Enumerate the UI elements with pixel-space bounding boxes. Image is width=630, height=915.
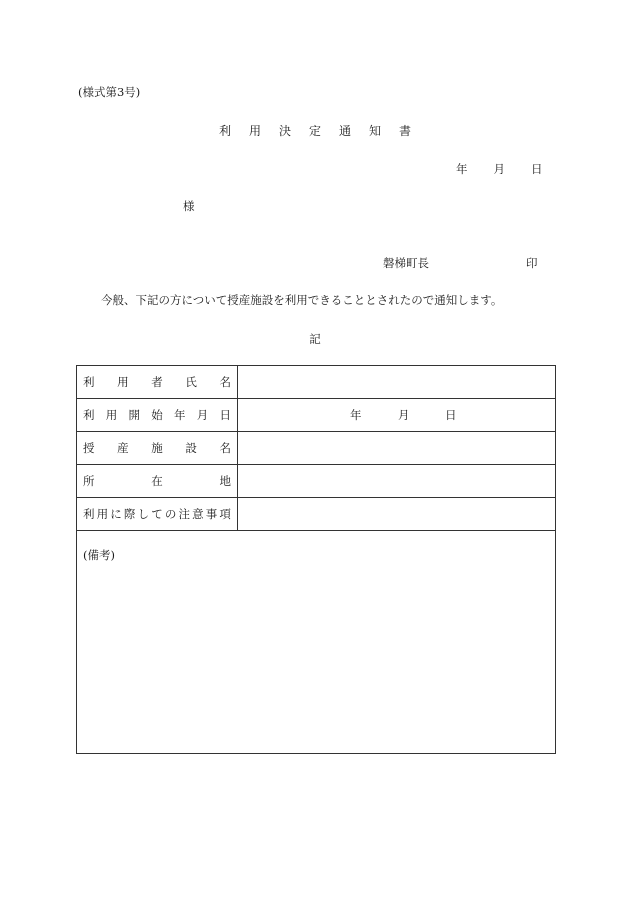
- label-char: 事: [205, 507, 218, 521]
- label-char: 際: [123, 507, 136, 521]
- start-date-field[interactable]: [238, 399, 556, 432]
- label-char: 利: [83, 375, 95, 389]
- row-label: [77, 498, 238, 531]
- table-row: [77, 465, 556, 498]
- label-char: 授: [83, 441, 95, 455]
- title-char: 利: [218, 124, 231, 138]
- label-char: 在: [151, 474, 163, 488]
- seal-mark: 印: [526, 256, 538, 270]
- row-label: [77, 366, 238, 399]
- label-char: 用: [96, 507, 109, 521]
- day-label: 日: [531, 162, 543, 176]
- label-char: て: [151, 507, 163, 521]
- label-char: 用: [117, 375, 129, 389]
- label-char: 設: [185, 441, 197, 455]
- remarks-label: (備考): [83, 548, 115, 562]
- label-char: 所: [83, 474, 95, 488]
- label-char: 意: [192, 507, 204, 521]
- label-char: 名: [219, 441, 231, 455]
- title-char: 書: [399, 124, 412, 138]
- remarks-field[interactable]: [77, 531, 556, 754]
- row-label: [77, 399, 238, 432]
- label-char: 利: [83, 408, 95, 422]
- issue-date: [456, 161, 543, 177]
- label-char: 始: [151, 408, 163, 422]
- notes-field[interactable]: [238, 498, 556, 531]
- label-char: 日: [219, 408, 231, 422]
- row-label: [77, 432, 238, 465]
- address-field[interactable]: [238, 465, 556, 498]
- label-char: 注: [178, 507, 190, 521]
- title-char: 用: [248, 124, 261, 138]
- addressee-suffix: 様: [183, 199, 195, 213]
- label-char: 地: [219, 474, 231, 488]
- label-char: し: [137, 507, 150, 521]
- label-char: 者: [151, 375, 163, 389]
- issuer-name: 磐梯町長: [383, 256, 429, 270]
- ki-heading: 記: [309, 332, 321, 346]
- details-table: [76, 365, 556, 754]
- user-name-field[interactable]: [238, 366, 556, 399]
- title-char: 決: [278, 124, 291, 138]
- label-char: 年: [174, 408, 186, 422]
- table-row: [77, 366, 556, 399]
- label-char: に: [110, 507, 122, 521]
- document-title: [0, 122, 630, 139]
- label-char: 項: [219, 507, 231, 521]
- year-label: 年: [350, 408, 362, 422]
- day-label: 日: [445, 408, 457, 422]
- month-label: 月: [493, 162, 505, 176]
- table-row: [77, 498, 556, 531]
- label-char: 用: [105, 408, 118, 422]
- month-label: 月: [398, 408, 410, 422]
- label-char: の: [164, 507, 177, 521]
- facility-name-field[interactable]: [238, 432, 556, 465]
- label-char: 名: [219, 375, 231, 389]
- title-char: 通: [339, 124, 352, 138]
- label-char: 氏: [185, 375, 197, 389]
- form-number: (様式第3号): [78, 85, 141, 99]
- label-char: 利: [83, 507, 95, 521]
- title-char: 定: [308, 124, 321, 138]
- label-char: 開: [128, 408, 140, 422]
- label-char: 施: [151, 441, 163, 455]
- remarks-row: [77, 531, 556, 754]
- year-label: 年: [456, 162, 468, 176]
- notice-body-text: 今般、下記の方について授産施設を利用できることとされたので通知します。: [101, 293, 503, 307]
- table-row: [77, 432, 556, 465]
- label-char: 月: [196, 408, 209, 422]
- row-label: [77, 465, 238, 498]
- label-char: 産: [117, 441, 129, 455]
- table-row: [77, 399, 556, 432]
- title-char: 知: [369, 124, 382, 138]
